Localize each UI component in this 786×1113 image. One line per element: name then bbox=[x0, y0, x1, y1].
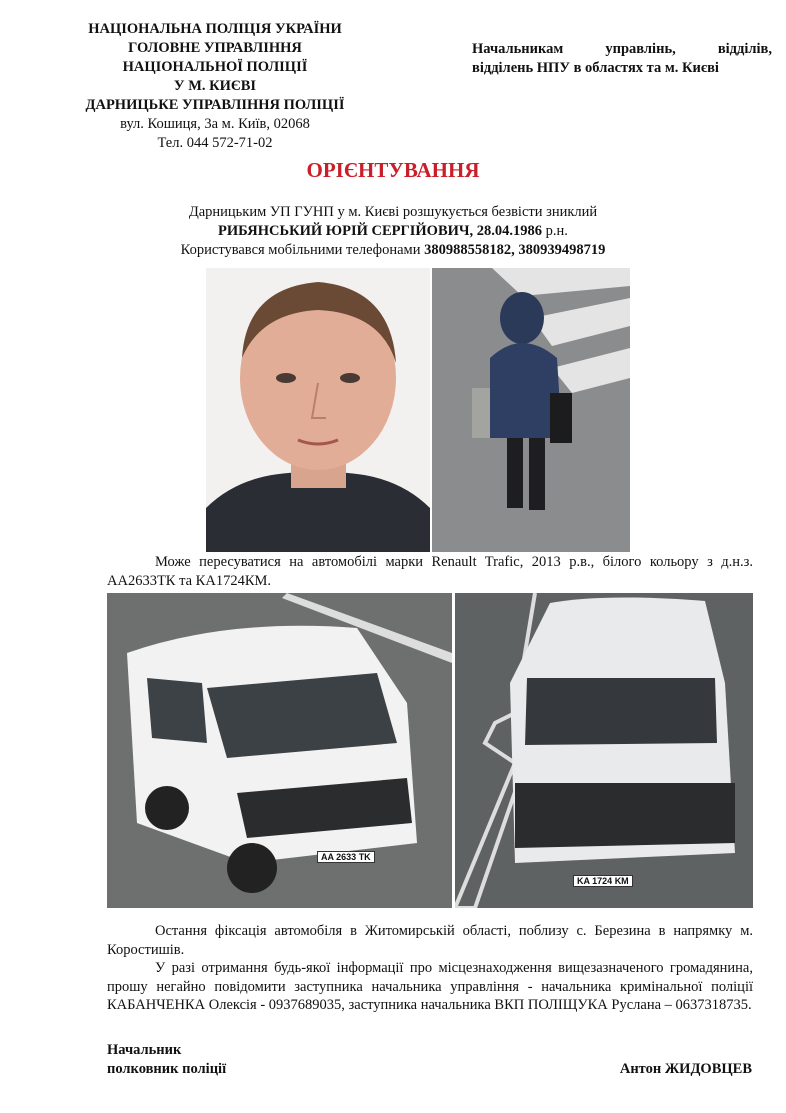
document-title: ОРІЄНТУВАННЯ bbox=[306, 158, 480, 182]
recipient-line: Начальникам управлінь, відділів, bbox=[472, 41, 772, 57]
issuer-phone: Тел. 044 572-71-02 bbox=[157, 135, 273, 151]
org-line: ГОЛОВНЕ УПРАВЛІННЯ bbox=[128, 40, 302, 56]
license-plate: KA 1724 KM bbox=[573, 875, 633, 887]
missing-person-name: РИБЯНСЬКИЙ ЮРІЙ СЕРГІЙОВИЧ, 28.04.1986 bbox=[218, 223, 543, 239]
phones-label: Користувався мобільними телефонами bbox=[180, 242, 425, 258]
last-seen-text: Остання фіксація автомобіля в Житомирській області, поблизу с. Березина в напрямку м. Коростишів. bbox=[107, 923, 753, 958]
intro-line: Дарницьким УП ГУНП у м. Києві розшукується безвісти зниклий bbox=[188, 204, 598, 220]
intro bbox=[0, 203, 786, 260]
dob-suffix: р.н. bbox=[542, 223, 568, 239]
vehicle-description: Може пересуватися на автомобілі марки Renault Trafic, 2013 р.в., білого кольору з д.н.з. АА2633ТК та КА1724КМ. bbox=[107, 554, 753, 589]
cctv-person-photo bbox=[432, 268, 630, 552]
license-plate: AA 2633 TK bbox=[317, 851, 375, 863]
signatory-rank: полковник поліції bbox=[107, 1061, 227, 1077]
org-line: НАЦІОНАЛЬНА ПОЛІЦІЯ УКРАЇНИ bbox=[88, 21, 342, 37]
issuer-address: вул. Кошиця, 3а м. Київ, 02068 bbox=[120, 116, 310, 132]
org-line: ДАРНИЦЬКЕ УПРАВЛІННЯ ПОЛІЦІЇ bbox=[85, 97, 345, 113]
portrait-photo bbox=[206, 268, 430, 552]
signatory-position: Начальник bbox=[107, 1042, 182, 1058]
recipient-block bbox=[472, 40, 772, 78]
van-photo-side bbox=[107, 593, 452, 908]
signatory-title bbox=[107, 1041, 226, 1079]
van-photo-front bbox=[455, 593, 753, 908]
recipient-line: відділень НПУ в областях та м. Києві bbox=[472, 60, 719, 76]
phone-numbers: 380988558182, 380939498719 bbox=[424, 242, 606, 258]
signatory-name: Антон ЖИДОВЦЕВ bbox=[619, 1061, 752, 1077]
contact-instructions: У разі отримання будь-якої інформації про місцезнаходження вищезазначеного громадянина, прошу негайно повідомити заступника начальника управління - начальника кримінальної поліції КАБАНЧЕНКА Олексія - 0937689035, заступника начальника ВКП ПОЛІЩУКА Руслана – 0637318735. bbox=[107, 960, 753, 1013]
org-line: НАЦІОНАЛЬНОЇ ПОЛІЦІЇ bbox=[122, 59, 308, 75]
org-line: У М. КИЄВІ bbox=[173, 78, 257, 94]
issuer-block bbox=[60, 20, 370, 153]
